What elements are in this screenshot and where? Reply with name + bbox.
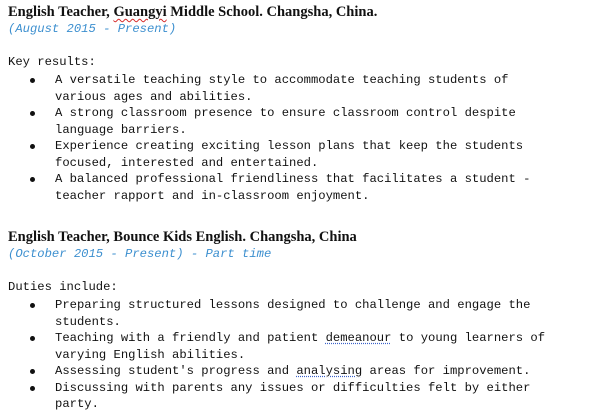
results-list [8, 72, 597, 204]
list-item [8, 363, 597, 380]
list-item [8, 138, 597, 171]
list-item-text: Experience creating exciting lesson plans that keep the students focused, interested and entertained. [55, 139, 524, 170]
bullet-icon [30, 336, 35, 341]
job-entry-guangyi [8, 3, 597, 204]
list-item-text: Teaching with a friendly and patient demeanour to young learners of varying English abilities. [55, 331, 546, 362]
list-item-text: Assessing student's progress and analysing areas for improvement. [55, 364, 531, 378]
bullet-icon [30, 386, 35, 391]
bullet-icon [30, 369, 35, 374]
list-item-text: A versatile teaching style to accommodate teaching students of various ages and abilities. [55, 73, 509, 104]
list-item-text: Preparing structured lessons designed to challenge and engage the students. [55, 298, 531, 329]
list-item [8, 72, 597, 105]
job-date: (August 2015 - Present) [8, 22, 177, 36]
bullet-icon [30, 144, 35, 149]
list-item-text: A balanced professional friendliness that facilitates a student - teacher rapport and in-classroom enjoyment. [55, 172, 531, 203]
list-item-text: A strong classroom presence to ensure classroom control despite language barriers. [55, 106, 516, 137]
job-title: English Teacher, Bounce Kids English. Changsha, China [8, 229, 357, 245]
section-label: Key results: [8, 55, 96, 69]
list-item [8, 297, 597, 330]
list-item-text: Discussing with parents any issues or difficulties felt by either party. [55, 380, 531, 411]
bullet-icon [30, 78, 35, 83]
duties-list [8, 297, 597, 413]
misspelled-word[interactable]: Guangyi [113, 4, 167, 20]
bullet-icon [30, 111, 35, 116]
bullet-icon [30, 177, 35, 182]
job-date: (October 2015 - Present) - Part time [8, 247, 272, 261]
list-item [8, 380, 597, 413]
flagged-word[interactable]: analysing [296, 364, 363, 378]
bullet-icon [30, 303, 35, 308]
section-label: Duties include: [8, 280, 118, 294]
job-title: English Teacher, Guangyi Middle School. Changsha, China. [8, 4, 378, 20]
job-entry-bounce-kids [8, 228, 597, 413]
list-item [8, 105, 597, 138]
list-item [8, 171, 597, 204]
list-item [8, 330, 597, 363]
flagged-word[interactable]: demeanour [325, 331, 392, 345]
